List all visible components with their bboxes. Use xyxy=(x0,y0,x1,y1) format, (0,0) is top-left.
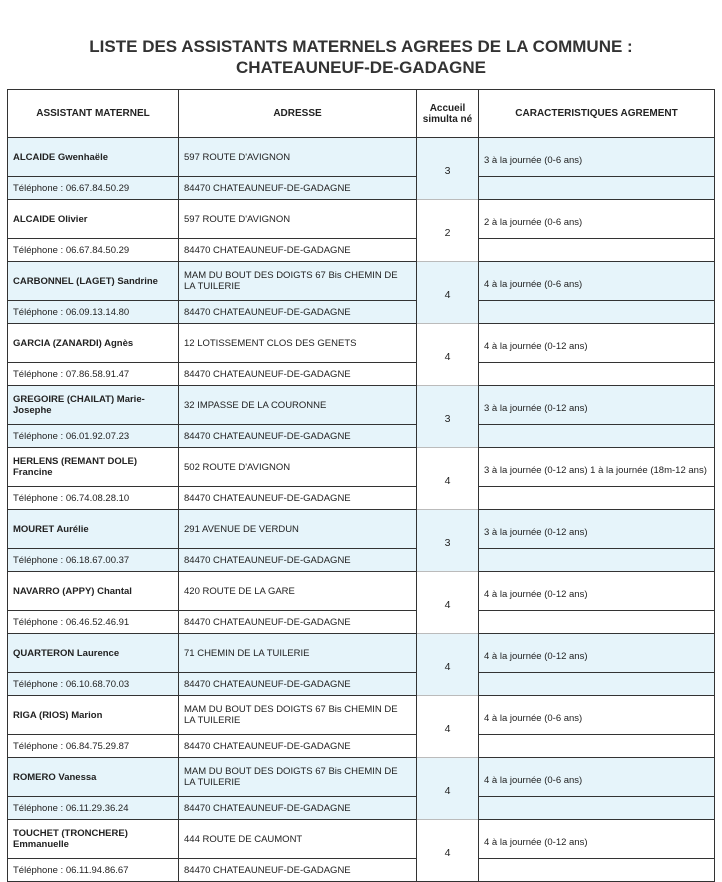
assistant-phone: Téléphone : 06.11.29.36.24 xyxy=(8,797,179,820)
assistant-phone: Téléphone : 06.84.75.29.87 xyxy=(8,735,179,758)
table-row xyxy=(8,262,715,301)
assistant-city: 84470 CHATEAUNEUF-DE-GADAGNE xyxy=(179,301,417,324)
assistant-name: MOURET Aurélie xyxy=(8,510,179,549)
agrement-details: 3 à la journée (0-12 ans) xyxy=(479,510,715,549)
assistant-phone: Téléphone : 06.74.08.28.10 xyxy=(8,487,179,510)
agrement-details: 3 à la journée (0-12 ans) 1 à la journée (18m-12 ans) xyxy=(479,448,715,487)
table-row xyxy=(8,510,715,549)
assistant-name: TOUCHET (TRONCHERE) Emmanuelle xyxy=(8,820,179,859)
table-row xyxy=(8,634,715,673)
assistants-table xyxy=(7,89,715,882)
title-line-2: CHATEAUNEUF-DE-GADAGNE xyxy=(236,58,486,77)
agrement-details: 4 à la journée (0-12 ans) xyxy=(479,324,715,363)
table-row-contact xyxy=(8,301,715,324)
accueil-count: 4 xyxy=(417,758,479,820)
table-row xyxy=(8,758,715,797)
table-row xyxy=(8,324,715,363)
agrement-details: 4 à la journée (0-12 ans) xyxy=(479,572,715,611)
assistant-name: RIGA (RIOS) Marion xyxy=(8,696,179,735)
accueil-count: 4 xyxy=(417,696,479,758)
table-row xyxy=(8,448,715,487)
accueil-count: 4 xyxy=(417,820,479,882)
agrement-details: 4 à la journée (0-6 ans) xyxy=(479,696,715,735)
accueil-count: 3 xyxy=(417,386,479,448)
assistant-phone: Téléphone : 06.10.68.70.03 xyxy=(8,673,179,696)
assistant-phone: Téléphone : 06.09.13.14.80 xyxy=(8,301,179,324)
accueil-count: 4 xyxy=(417,324,479,386)
table-row-contact xyxy=(8,487,715,510)
agrement-details: 4 à la journée (0-6 ans) xyxy=(479,262,715,301)
table-row-contact xyxy=(8,425,715,448)
table-row-contact xyxy=(8,611,715,634)
agrement-empty xyxy=(479,797,715,820)
table-row xyxy=(8,820,715,859)
table-row-contact xyxy=(8,549,715,572)
assistant-city: 84470 CHATEAUNEUF-DE-GADAGNE xyxy=(179,859,417,882)
assistant-address: MAM DU BOUT DES DOIGTS 67 Bis CHEMIN DE LA TUILERIE xyxy=(179,758,417,797)
assistant-address: 32 IMPASSE DE LA COURONNE xyxy=(179,386,417,425)
assistant-name: ALCAIDE Olivier xyxy=(8,200,179,239)
assistant-address: 444 ROUTE DE CAUMONT xyxy=(179,820,417,859)
assistant-phone: Téléphone : 06.46.52.46.91 xyxy=(8,611,179,634)
agrement-empty xyxy=(479,301,715,324)
table-body xyxy=(8,138,715,882)
assistant-address: 12 LOTISSEMENT CLOS DES GENETS xyxy=(179,324,417,363)
assistant-name: ROMERO Vanessa xyxy=(8,758,179,797)
table-row xyxy=(8,572,715,611)
assistant-city: 84470 CHATEAUNEUF-DE-GADAGNE xyxy=(179,487,417,510)
assistant-city: 84470 CHATEAUNEUF-DE-GADAGNE xyxy=(179,549,417,572)
header-assistant: ASSISTANT MATERNEL xyxy=(8,90,179,138)
assistant-city: 84470 CHATEAUNEUF-DE-GADAGNE xyxy=(179,177,417,200)
assistant-phone: Téléphone : 06.67.84.50.29 xyxy=(8,177,179,200)
assistant-phone: Téléphone : 06.01.92.07.23 xyxy=(8,425,179,448)
table-row xyxy=(8,696,715,735)
assistant-city: 84470 CHATEAUNEUF-DE-GADAGNE xyxy=(179,363,417,386)
assistant-name: CARBONNEL (LAGET) Sandrine xyxy=(8,262,179,301)
table-row-contact xyxy=(8,673,715,696)
assistant-address: MAM DU BOUT DES DOIGTS 67 Bis CHEMIN DE LA TUILERIE xyxy=(179,696,417,735)
table-row-contact xyxy=(8,177,715,200)
agrement-empty xyxy=(479,735,715,758)
agrement-empty xyxy=(479,673,715,696)
assistant-city: 84470 CHATEAUNEUF-DE-GADAGNE xyxy=(179,611,417,634)
accueil-count: 4 xyxy=(417,572,479,634)
assistant-address: 71 CHEMIN DE LA TUILERIE xyxy=(179,634,417,673)
assistant-city: 84470 CHATEAUNEUF-DE-GADAGNE xyxy=(179,735,417,758)
agrement-details: 4 à la journée (0-6 ans) xyxy=(479,758,715,797)
assistant-name: ALCAIDE Gwenhaële xyxy=(8,138,179,177)
assistant-address: 597 ROUTE D'AVIGNON xyxy=(179,138,417,177)
assistant-address: MAM DU BOUT DES DOIGTS 67 Bis CHEMIN DE LA TUILERIE xyxy=(179,262,417,301)
title-line-1: LISTE DES ASSISTANTS MATERNELS AGREES DE LA COMMUNE : xyxy=(89,37,633,56)
agrement-empty xyxy=(479,239,715,262)
agrement-details: 4 à la journée (0-12 ans) xyxy=(479,820,715,859)
assistant-phone: Téléphone : 06.11.94.86.67 xyxy=(8,859,179,882)
table-row xyxy=(8,200,715,239)
assistant-phone: Téléphone : 06.18.67.00.37 xyxy=(8,549,179,572)
assistant-address: 291 AVENUE DE VERDUN xyxy=(179,510,417,549)
agrement-empty xyxy=(479,363,715,386)
header-agrement: CARACTERISTIQUES AGREMENT xyxy=(479,90,715,138)
accueil-count: 3 xyxy=(417,138,479,200)
assistant-address: 597 ROUTE D'AVIGNON xyxy=(179,200,417,239)
table-row-contact xyxy=(8,239,715,262)
table-row-contact xyxy=(8,735,715,758)
agrement-details: 3 à la journée (0-12 ans) xyxy=(479,386,715,425)
assistant-city: 84470 CHATEAUNEUF-DE-GADAGNE xyxy=(179,239,417,262)
assistant-name: GREGOIRE (CHAILAT) Marie-Josephe xyxy=(8,386,179,425)
accueil-count: 4 xyxy=(417,448,479,510)
header-adresse: ADRESSE xyxy=(179,90,417,138)
agrement-empty xyxy=(479,177,715,200)
agrement-empty xyxy=(479,425,715,448)
table-row-contact xyxy=(8,797,715,820)
assistant-name: HERLENS (REMANT DOLE) Francine xyxy=(8,448,179,487)
assistant-city: 84470 CHATEAUNEUF-DE-GADAGNE xyxy=(179,797,417,820)
agrement-details: 2 à la journée (0-6 ans) xyxy=(479,200,715,239)
agrement-details: 4 à la journée (0-12 ans) xyxy=(479,634,715,673)
assistant-name: QUARTERON Laurence xyxy=(8,634,179,673)
assistant-name: GARCIA (ZANARDI) Agnès xyxy=(8,324,179,363)
agrement-details: 3 à la journée (0-6 ans) xyxy=(479,138,715,177)
assistant-address: 420 ROUTE DE LA GARE xyxy=(179,572,417,611)
table-row xyxy=(8,386,715,425)
agrement-empty xyxy=(479,611,715,634)
assistant-name: NAVARRO (APPY) Chantal xyxy=(8,572,179,611)
accueil-count: 4 xyxy=(417,262,479,324)
agrement-empty xyxy=(479,549,715,572)
agrement-empty xyxy=(479,487,715,510)
assistant-address: 502 ROUTE D'AVIGNON xyxy=(179,448,417,487)
assistant-phone: Téléphone : 07.86.58.91.47 xyxy=(8,363,179,386)
assistant-phone: Téléphone : 06.67.84.50.29 xyxy=(8,239,179,262)
accueil-count: 4 xyxy=(417,634,479,696)
accueil-count: 3 xyxy=(417,510,479,572)
assistant-city: 84470 CHATEAUNEUF-DE-GADAGNE xyxy=(179,673,417,696)
table-row-contact xyxy=(8,363,715,386)
page-title xyxy=(0,36,722,78)
header-accueil: Accueil simulta né xyxy=(417,90,479,138)
table-row-contact xyxy=(8,859,715,882)
table-row xyxy=(8,138,715,177)
accueil-count: 2 xyxy=(417,200,479,262)
assistant-city: 84470 CHATEAUNEUF-DE-GADAGNE xyxy=(179,425,417,448)
table-header-row xyxy=(8,90,715,138)
agrement-empty xyxy=(479,859,715,882)
